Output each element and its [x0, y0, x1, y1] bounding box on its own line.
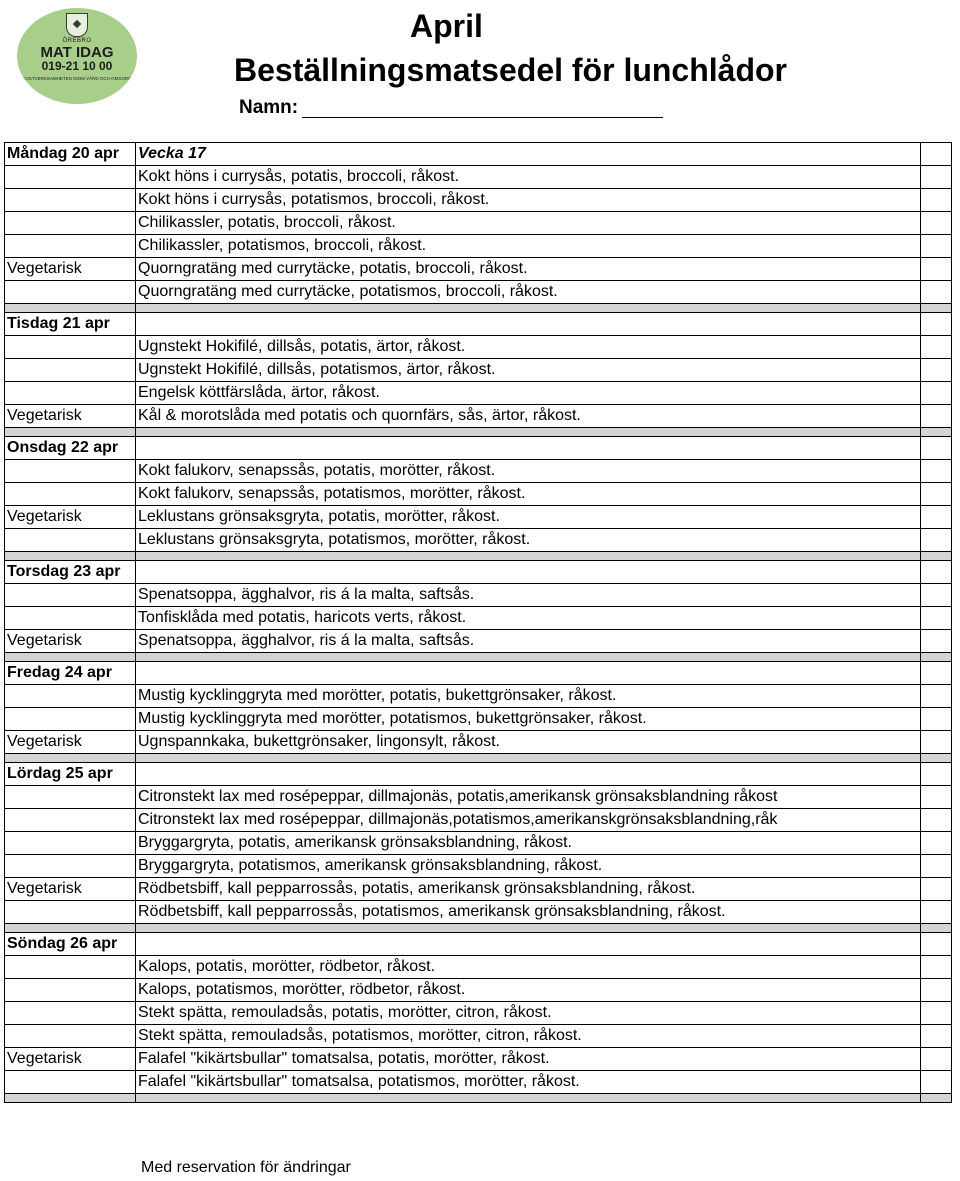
- dish-row: [5, 878, 952, 901]
- day-header-row: [5, 561, 952, 584]
- dish-row: [5, 832, 952, 855]
- dish-category: [5, 1002, 136, 1025]
- order-quantity-cell[interactable]: [921, 809, 952, 832]
- dish-category: [5, 212, 136, 235]
- separator-cell: [921, 653, 952, 662]
- dish-category: [5, 786, 136, 809]
- name-input-line[interactable]: [302, 117, 663, 118]
- page-month: April: [410, 8, 483, 44]
- order-menu-table: [4, 142, 952, 1103]
- dish-description: Kokt höns i currysås, potatis, broccoli, råkost.: [136, 166, 921, 189]
- separator-cell: [136, 924, 921, 933]
- order-quantity-cell[interactable]: [921, 561, 952, 584]
- dish-category: [5, 529, 136, 552]
- dish-description: Leklustans grönsaksgryta, potatismos, morötter, råkost.: [136, 529, 921, 552]
- dish-category: [5, 708, 136, 731]
- dish-category: [5, 382, 136, 405]
- day-header-blank: [136, 933, 921, 956]
- order-quantity-cell[interactable]: [921, 1002, 952, 1025]
- dish-category: [5, 855, 136, 878]
- dish-category: Vegetarisk: [5, 258, 136, 281]
- dish-row: [5, 281, 952, 304]
- order-quantity-cell[interactable]: [921, 460, 952, 483]
- city-crest-icon: [66, 13, 88, 37]
- dish-description: Kalops, potatis, morötter, rödbetor, råkost.: [136, 956, 921, 979]
- separator-cell: [136, 754, 921, 763]
- separator-cell: [136, 653, 921, 662]
- mat-idag-logo: [17, 8, 137, 104]
- day-name: Måndag 20 apr: [5, 143, 136, 166]
- separator-cell: [921, 1094, 952, 1103]
- dish-row: [5, 630, 952, 653]
- day-header-row: [5, 662, 952, 685]
- order-quantity-cell[interactable]: [921, 336, 952, 359]
- separator-cell: [921, 754, 952, 763]
- separator-cell: [5, 552, 136, 561]
- dish-category: Vegetarisk: [5, 1048, 136, 1071]
- dish-description: Bryggargryta, potatismos, amerikansk grönsaksblandning, råkost.: [136, 855, 921, 878]
- dish-description: Chilikassler, potatis, broccoli, råkost.: [136, 212, 921, 235]
- dish-row: [5, 166, 952, 189]
- day-separator-row: [5, 552, 952, 561]
- order-quantity-cell[interactable]: [921, 584, 952, 607]
- dish-row: [5, 901, 952, 924]
- dish-row: [5, 1071, 952, 1094]
- dish-row: [5, 235, 952, 258]
- dish-description: Ugnspannkaka, bukettgrönsaker, lingonsylt, råkost.: [136, 731, 921, 754]
- dish-row: [5, 1048, 952, 1071]
- dish-description: Kokt falukorv, senapssås, potatismos, morötter, råkost.: [136, 483, 921, 506]
- dish-description: Rödbetsbiff, kall pepparrossås, potatismos, amerikansk grönsaksblandning, råkost.: [136, 901, 921, 924]
- order-quantity-cell[interactable]: [921, 708, 952, 731]
- day-separator-row: [5, 653, 952, 662]
- separator-cell: [5, 653, 136, 662]
- dish-category: [5, 979, 136, 1002]
- dish-row: [5, 258, 952, 281]
- dish-description: Falafel "kikärtsbullar" tomatsalsa, potatis, morötter, råkost.: [136, 1048, 921, 1071]
- dish-category: [5, 956, 136, 979]
- day-name: Fredag 24 apr: [5, 662, 136, 685]
- separator-cell: [5, 754, 136, 763]
- day-separator-row: [5, 428, 952, 437]
- dish-category: [5, 483, 136, 506]
- dish-description: Bryggargryta, potatis, amerikansk grönsaksblandning, råkost.: [136, 832, 921, 855]
- day-name: Onsdag 22 apr: [5, 437, 136, 460]
- dish-description: Spenatsoppa, ägghalvor, ris á la malta, saftsås.: [136, 584, 921, 607]
- dish-category: Vegetarisk: [5, 506, 136, 529]
- dish-description: Leklustans grönsaksgryta, potatis, morötter, råkost.: [136, 506, 921, 529]
- day-name: Torsdag 23 apr: [5, 561, 136, 584]
- dish-row: [5, 956, 952, 979]
- dish-row: [5, 1002, 952, 1025]
- dish-category: [5, 901, 136, 924]
- dish-description: Citronstekt lax med rosépeppar, dillmajonäs,potatismos,amerikanskgrönsaksblandning,råk: [136, 809, 921, 832]
- dish-description: Tonfisklåda med potatis, haricots verts, råkost.: [136, 607, 921, 630]
- order-quantity-cell[interactable]: [921, 933, 952, 956]
- dish-row: [5, 336, 952, 359]
- separator-cell: [5, 428, 136, 437]
- day-header-row: [5, 313, 952, 336]
- order-quantity-cell[interactable]: [921, 189, 952, 212]
- dish-category: [5, 584, 136, 607]
- dish-category: [5, 189, 136, 212]
- order-quantity-cell[interactable]: [921, 786, 952, 809]
- dish-category: [5, 809, 136, 832]
- day-name: Söndag 26 apr: [5, 933, 136, 956]
- dish-description: Falafel "kikärtsbullar" tomatsalsa, potatismos, morötter, råkost.: [136, 1071, 921, 1094]
- order-quantity-cell[interactable]: [921, 731, 952, 754]
- order-quantity-cell[interactable]: [921, 437, 952, 460]
- dish-row: [5, 809, 952, 832]
- dish-description: Mustig kycklinggryta med morötter, potatis, bukettgrönsaker, råkost.: [136, 685, 921, 708]
- order-quantity-cell[interactable]: [921, 630, 952, 653]
- dish-row: [5, 708, 952, 731]
- dish-row: [5, 685, 952, 708]
- dish-row: [5, 460, 952, 483]
- dish-category: Vegetarisk: [5, 878, 136, 901]
- day-header-row: [5, 437, 952, 460]
- separator-cell: [921, 552, 952, 561]
- dish-row: [5, 405, 952, 428]
- order-quantity-cell[interactable]: [921, 166, 952, 189]
- order-quantity-cell[interactable]: [921, 258, 952, 281]
- order-quantity-cell[interactable]: [921, 382, 952, 405]
- dish-category: [5, 336, 136, 359]
- order-quantity-cell[interactable]: [921, 529, 952, 552]
- dish-row: [5, 382, 952, 405]
- order-quantity-cell[interactable]: [921, 1048, 952, 1071]
- dish-row: [5, 483, 952, 506]
- dish-category: [5, 1071, 136, 1094]
- dish-description: Kokt falukorv, senapssås, potatis, morötter, råkost.: [136, 460, 921, 483]
- order-quantity-cell[interactable]: [921, 901, 952, 924]
- dish-row: [5, 212, 952, 235]
- order-quantity-cell[interactable]: [921, 281, 952, 304]
- dish-row: [5, 786, 952, 809]
- day-header-row: [5, 933, 952, 956]
- dish-row: [5, 506, 952, 529]
- dish-description: Rödbetsbiff, kall pepparrossås, potatis, amerikansk grönsaksblandning, råkost.: [136, 878, 921, 901]
- day-header-blank: [136, 437, 921, 460]
- dish-category: Vegetarisk: [5, 405, 136, 428]
- dish-row: [5, 359, 952, 382]
- dish-description: Stekt spätta, remouladsås, potatis, morötter, citron, råkost.: [136, 1002, 921, 1025]
- logo-brand: MAT IDAG: [40, 44, 114, 61]
- dish-row: [5, 855, 952, 878]
- dish-category: [5, 281, 136, 304]
- day-header-blank: [136, 561, 921, 584]
- separator-cell: [921, 924, 952, 933]
- dish-category: Vegetarisk: [5, 630, 136, 653]
- name-label: Namn:: [239, 97, 299, 118]
- day-separator-row: [5, 754, 952, 763]
- order-quantity-cell[interactable]: [921, 483, 952, 506]
- dish-description: Chilikassler, potatismos, broccoli, råkost.: [136, 235, 921, 258]
- order-quantity-cell[interactable]: [921, 405, 952, 428]
- dish-description: Ugnstekt Hokifilé, dillsås, potatis, ärtor, råkost.: [136, 336, 921, 359]
- page-title: Beställningsmatsedel för lunchlådor: [234, 52, 787, 88]
- order-quantity-cell[interactable]: [921, 685, 952, 708]
- order-quantity-cell[interactable]: [921, 662, 952, 685]
- dish-description: Engelsk köttfärslåda, ärtor, råkost.: [136, 382, 921, 405]
- order-quantity-cell[interactable]: [921, 979, 952, 1002]
- day-header-row: [5, 143, 952, 166]
- order-quantity-cell[interactable]: [921, 878, 952, 901]
- separator-cell: [921, 304, 952, 313]
- dish-description: Kål & morotslåda med potatis och quornfärs, sås, ärtor, råkost.: [136, 405, 921, 428]
- order-quantity-cell[interactable]: [921, 1071, 952, 1094]
- dish-row: [5, 189, 952, 212]
- dish-row: [5, 1025, 952, 1048]
- dish-category: [5, 235, 136, 258]
- separator-cell: [136, 428, 921, 437]
- order-quantity-cell[interactable]: [921, 212, 952, 235]
- dish-description: Spenatsoppa, ägghalvor, ris á la malta, saftsås.: [136, 630, 921, 653]
- dish-description: Kalops, potatismos, morötter, rödbetor, råkost.: [136, 979, 921, 1002]
- logo-phone: 019-21 10 00: [41, 59, 113, 73]
- footer-note: Med reservation för ändringar: [141, 1159, 351, 1176]
- order-quantity-cell[interactable]: [921, 235, 952, 258]
- day-separator-row: [5, 304, 952, 313]
- dish-category: [5, 359, 136, 382]
- dish-description: Kokt höns i currysås, potatismos, broccoli, råkost.: [136, 189, 921, 212]
- dish-description: Ugnstekt Hokifilé, dillsås, potatismos, ärtor, råkost.: [136, 359, 921, 382]
- separator-cell: [136, 552, 921, 561]
- separator-cell: [136, 304, 921, 313]
- day-name: Lördag 25 apr: [5, 763, 136, 786]
- dish-description: Quorngratäng med currytäcke, potatismos, broccoli, råkost.: [136, 281, 921, 304]
- day-header-blank: [136, 313, 921, 336]
- week-label: Vecka 17: [136, 143, 921, 166]
- day-separator-row: [5, 924, 952, 933]
- order-quantity-cell[interactable]: [921, 506, 952, 529]
- dish-row: [5, 979, 952, 1002]
- order-quantity-cell[interactable]: [921, 855, 952, 878]
- order-quantity-cell[interactable]: [921, 143, 952, 166]
- order-quantity-cell[interactable]: [921, 313, 952, 336]
- order-quantity-cell[interactable]: [921, 956, 952, 979]
- dish-category: [5, 460, 136, 483]
- day-header-row: [5, 763, 952, 786]
- dish-row: [5, 731, 952, 754]
- order-quantity-cell[interactable]: [921, 763, 952, 786]
- dish-category: [5, 166, 136, 189]
- separator-cell: [5, 924, 136, 933]
- logo-city: ÖREBRO: [62, 38, 92, 44]
- dish-category: [5, 685, 136, 708]
- day-header-blank: [136, 763, 921, 786]
- dish-row: [5, 584, 952, 607]
- separator-cell: [5, 304, 136, 313]
- dish-category: [5, 1025, 136, 1048]
- dish-category: [5, 832, 136, 855]
- dish-description: Quorngratäng med currytäcke, potatis, broccoli, råkost.: [136, 258, 921, 281]
- dish-description: Citronstekt lax med rosépeppar, dillmajonäs, potatis,amerikansk grönsaksblandning råkost: [136, 786, 921, 809]
- separator-cell: [921, 428, 952, 437]
- day-name: Tisdag 21 apr: [5, 313, 136, 336]
- dish-description: Stekt spätta, remouladsås, potatismos, morötter, citron, råkost.: [136, 1025, 921, 1048]
- order-quantity-cell[interactable]: [921, 359, 952, 382]
- dish-row: [5, 607, 952, 630]
- order-quantity-cell[interactable]: [921, 832, 952, 855]
- dish-row: [5, 529, 952, 552]
- day-separator-row: [5, 1094, 952, 1103]
- dish-category: [5, 607, 136, 630]
- separator-cell: [136, 1094, 921, 1103]
- day-header-blank: [136, 662, 921, 685]
- order-quantity-cell[interactable]: [921, 607, 952, 630]
- separator-cell: [5, 1094, 136, 1103]
- dish-description: Mustig kycklinggryta med morötter, potatismos, bukettgrönsaker, råkost.: [136, 708, 921, 731]
- logo-tagline: KOSTVERKSAMHETEN INOM VÅRD OCH OMSORG: [22, 76, 132, 81]
- dish-category: Vegetarisk: [5, 731, 136, 754]
- order-quantity-cell[interactable]: [921, 1025, 952, 1048]
